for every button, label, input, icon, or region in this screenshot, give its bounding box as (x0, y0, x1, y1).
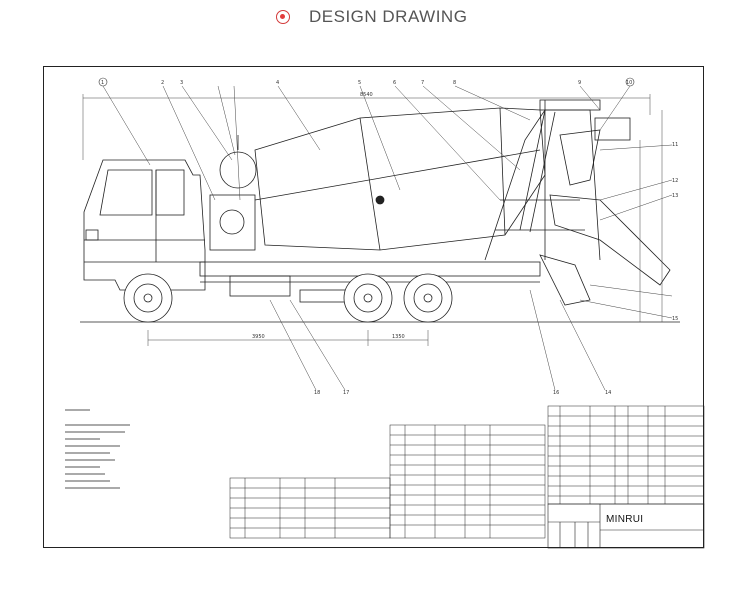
page-title: DESIGN DRAWING (309, 7, 468, 26)
dim-overall-length: 8540 (360, 92, 373, 98)
svg-text:4: 4 (276, 80, 280, 86)
callout-11 (672, 142, 678, 148)
callout-18 (314, 390, 320, 396)
svg-text:6: 6 (393, 80, 397, 86)
parts-list-middle (390, 425, 545, 538)
callout-17 (343, 390, 349, 396)
callout-5 (358, 80, 361, 86)
hydraulic-pump (210, 195, 255, 250)
mixer-drum (255, 108, 545, 250)
svg-text:5: 5 (358, 80, 362, 86)
svg-text:7: 7 (421, 80, 425, 86)
rear-wheel-1 (344, 274, 392, 322)
callout-2 (161, 80, 164, 86)
svg-text:12: 12 (672, 178, 679, 184)
callout-1 (99, 78, 107, 86)
svg-text:17: 17 (343, 390, 350, 396)
svg-text:3: 3 (180, 80, 184, 86)
cab-door-window (156, 170, 184, 215)
callout-10 (626, 78, 634, 86)
cab-window (100, 170, 152, 215)
front-wheel (124, 274, 172, 322)
feed-hopper (560, 130, 600, 185)
svg-text:14: 14 (605, 390, 612, 396)
callout-12 (672, 178, 678, 184)
dim-wheelbase-rear: 1350 (392, 334, 405, 340)
callout-14 (605, 390, 611, 396)
parts-list-left (230, 478, 390, 538)
callout-3 (180, 80, 183, 86)
svg-text:8: 8 (453, 80, 457, 86)
callout-8 (453, 80, 456, 86)
svg-text:2: 2 (161, 80, 165, 86)
callout-15 (672, 316, 678, 322)
rear-wheel-2 (404, 274, 452, 322)
svg-text:18: 18 (314, 390, 321, 396)
callout-9 (578, 80, 581, 86)
discharge-chute (550, 195, 670, 285)
svg-text:16: 16 (553, 390, 560, 396)
callout-4 (276, 80, 279, 86)
parts-list-right (548, 406, 704, 504)
technical-notes (65, 410, 130, 488)
svg-text:10: 10 (626, 80, 633, 86)
dim-wheelbase-front: 3950 (252, 334, 265, 340)
svg-text:1: 1 (101, 80, 105, 86)
svg-text:9: 9 (578, 80, 582, 86)
svg-text:11: 11 (672, 142, 679, 148)
callout-13 (672, 193, 678, 199)
callout-6 (393, 80, 396, 86)
brand-label: MINRUI (606, 514, 644, 525)
cab-outline (84, 160, 205, 290)
callout-7 (421, 80, 424, 86)
title-block (548, 504, 704, 548)
svg-text:13: 13 (672, 193, 679, 199)
svg-text:15: 15 (672, 316, 679, 322)
callout-16 (553, 390, 559, 396)
